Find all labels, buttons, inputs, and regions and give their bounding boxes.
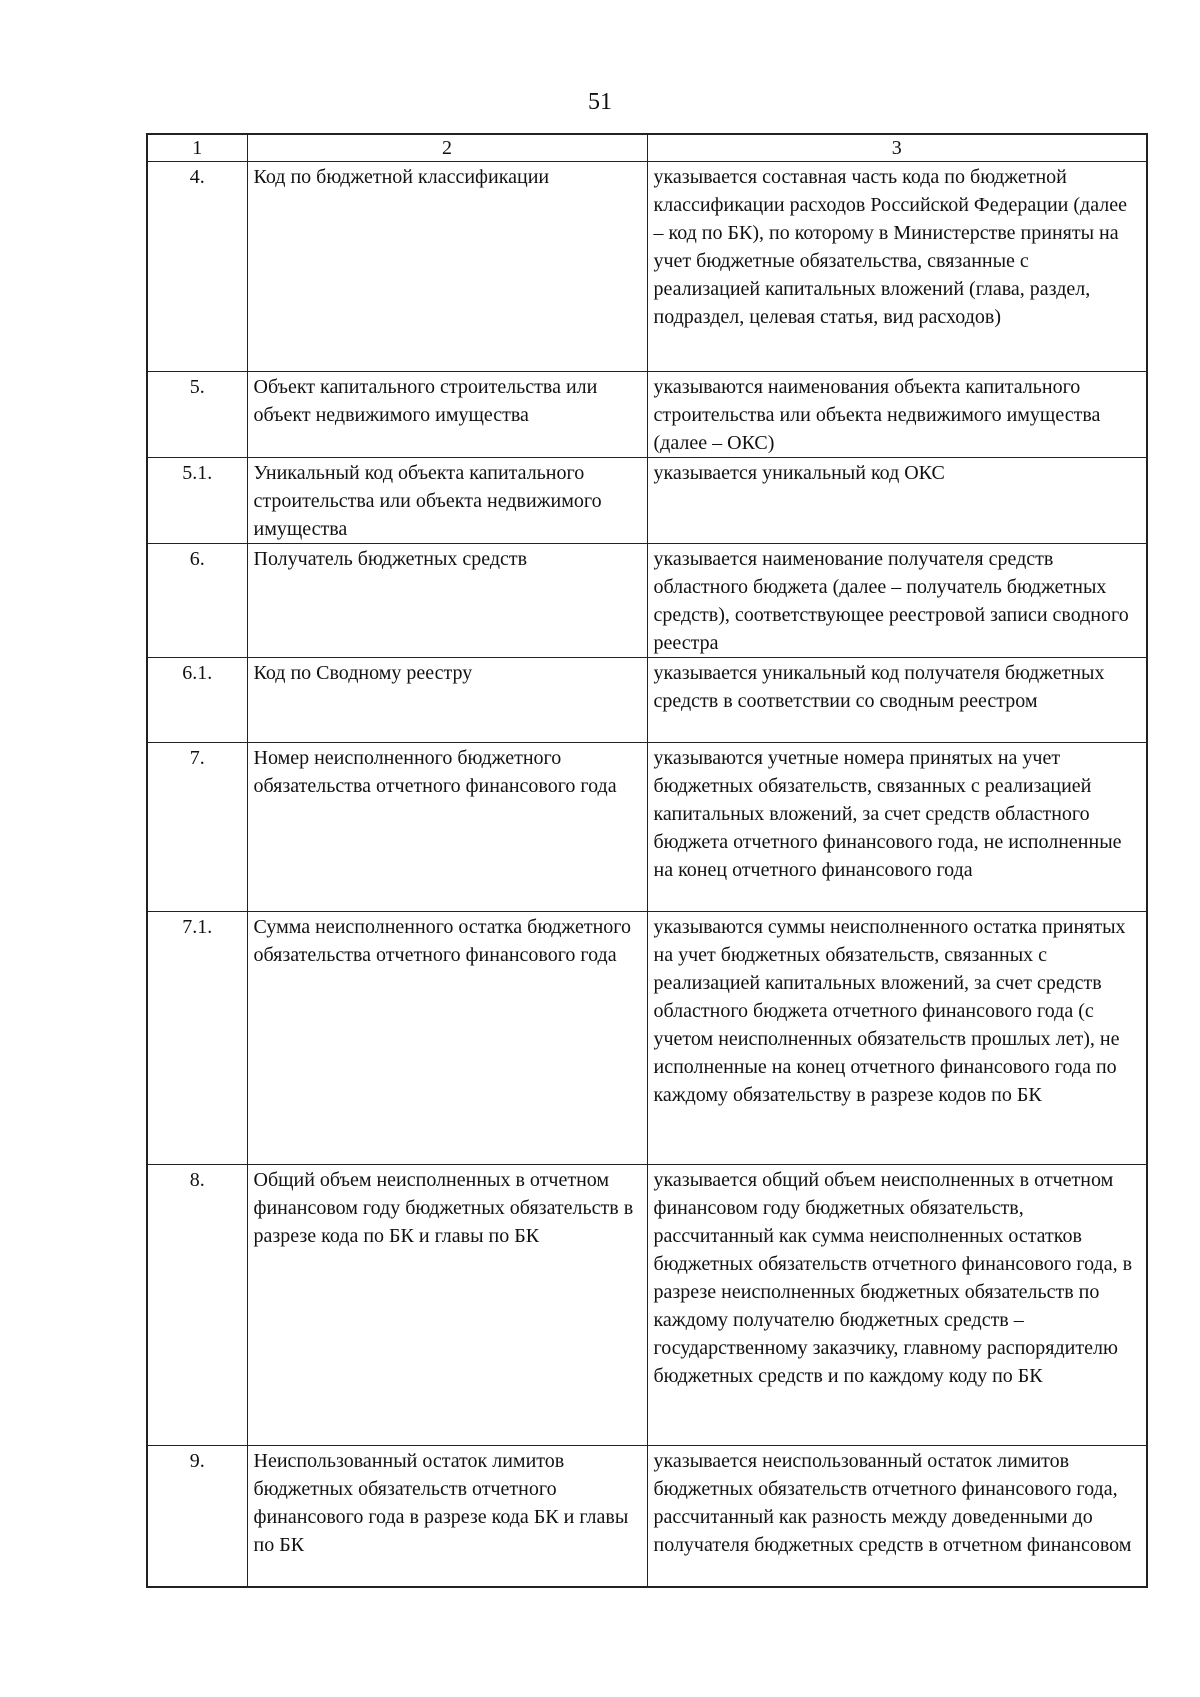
row-number: 5.1. xyxy=(147,458,247,544)
column-number-1: 1 xyxy=(147,134,247,162)
row-number: 8. xyxy=(147,1165,247,1446)
field-name: Код по бюджетной классификации xyxy=(247,162,647,372)
field-description: указывается неиспользованный остаток лимитов бюджетных обязательств отчетного финансового года, рассчитанный как разность между доведенными до получателя бюджетных средств в отчетном финансовом xyxy=(647,1446,1147,1587)
table-row xyxy=(147,162,1147,372)
row-number: 9. xyxy=(147,1446,247,1587)
table-row xyxy=(147,912,1147,1165)
field-description: указывается общий объем неисполненных в отчетном финансовом году бюджетных обязательств, рассчитанный как сумма неисполненных остатков бюджетных обязательств отчетного финансового года, в разрезе неисполненных бюджетных обязательств по каждому получателю бюджетных средств – государственному заказчику, главному распорядителю бюджетных средств и по каждому коду по БК xyxy=(647,1165,1147,1446)
table-header-row xyxy=(147,134,1147,162)
table-row xyxy=(147,743,1147,912)
row-number: 4. xyxy=(147,162,247,372)
row-number: 7.1. xyxy=(147,912,247,1165)
field-description: указывается наименование получателя средств областного бюджета (далее – получатель бюджетных средств), соответствующее реестровой записи сводного реестра xyxy=(647,544,1147,658)
field-description: указываются суммы неисполненного остатка принятых на учет бюджетных обязательств, связанных с реализацией капитальных вложений, за счет средств областного бюджета отчетного финансового года (с учетом неисполненных обязательств прошлых лет), не исполненные на конец отчетного финансового года по каждому обязательству в разрезе кодов по БК xyxy=(647,912,1147,1165)
field-description: указывается уникальный код ОКС xyxy=(647,458,1147,544)
row-number: 5. xyxy=(147,372,247,458)
row-number: 7. xyxy=(147,743,247,912)
field-description: указывается составная часть кода по бюджетной классификации расходов Российской Федерации (далее – код по БК), по которому в Министерстве приняты на учет бюджетные обязательства, связанные с реализацией капитальных вложений (глава, раздел, подраздел, целевая статья, вид расходов) xyxy=(647,162,1147,372)
field-description: указывается уникальный код получателя бюджетных средств в соответствии со сводным реестром xyxy=(647,658,1147,743)
table-row xyxy=(147,1446,1147,1587)
requirements-table xyxy=(146,133,1148,1588)
field-name: Уникальный код объекта капитального строительства или объекта недвижимого имущества xyxy=(247,458,647,544)
field-name: Номер неисполненного бюджетного обязательства отчетного финансового года xyxy=(247,743,647,912)
row-number: 6.1. xyxy=(147,658,247,743)
table-row xyxy=(147,658,1147,743)
field-name: Сумма неисполненного остатка бюджетного обязательства отчетного финансового года xyxy=(247,912,647,1165)
field-name: Код по Сводному реестру xyxy=(247,658,647,743)
row-number: 6. xyxy=(147,544,247,658)
column-number-3: 3 xyxy=(647,134,1147,162)
table-row xyxy=(147,372,1147,458)
field-name: Объект капитального строительства или объект недвижимого имущества xyxy=(247,372,647,458)
field-description: указываются наименования объекта капитального строительства или объекта недвижимого имущества (далее – ОКС) xyxy=(647,372,1147,458)
field-name: Неиспользованный остаток лимитов бюджетных обязательств отчетного финансового года в разрезе кода БК и главы по БК xyxy=(247,1446,647,1587)
field-name: Получатель бюджетных средств xyxy=(247,544,647,658)
page-number: 51 xyxy=(588,89,612,115)
field-description: указываются учетные номера принятых на учет бюджетных обязательств, связанных с реализацией капитальных вложений, за счет средств областного бюджета отчетного финансового года, не исполненные на конец отчетного финансового года xyxy=(647,743,1147,912)
table-row xyxy=(147,544,1147,658)
table-row xyxy=(147,458,1147,544)
table-row xyxy=(147,1165,1147,1446)
field-name: Общий объем неисполненных в отчетном финансовом году бюджетных обязательств в разрезе кода по БК и главы по БК xyxy=(247,1165,647,1446)
column-number-2: 2 xyxy=(247,134,647,162)
